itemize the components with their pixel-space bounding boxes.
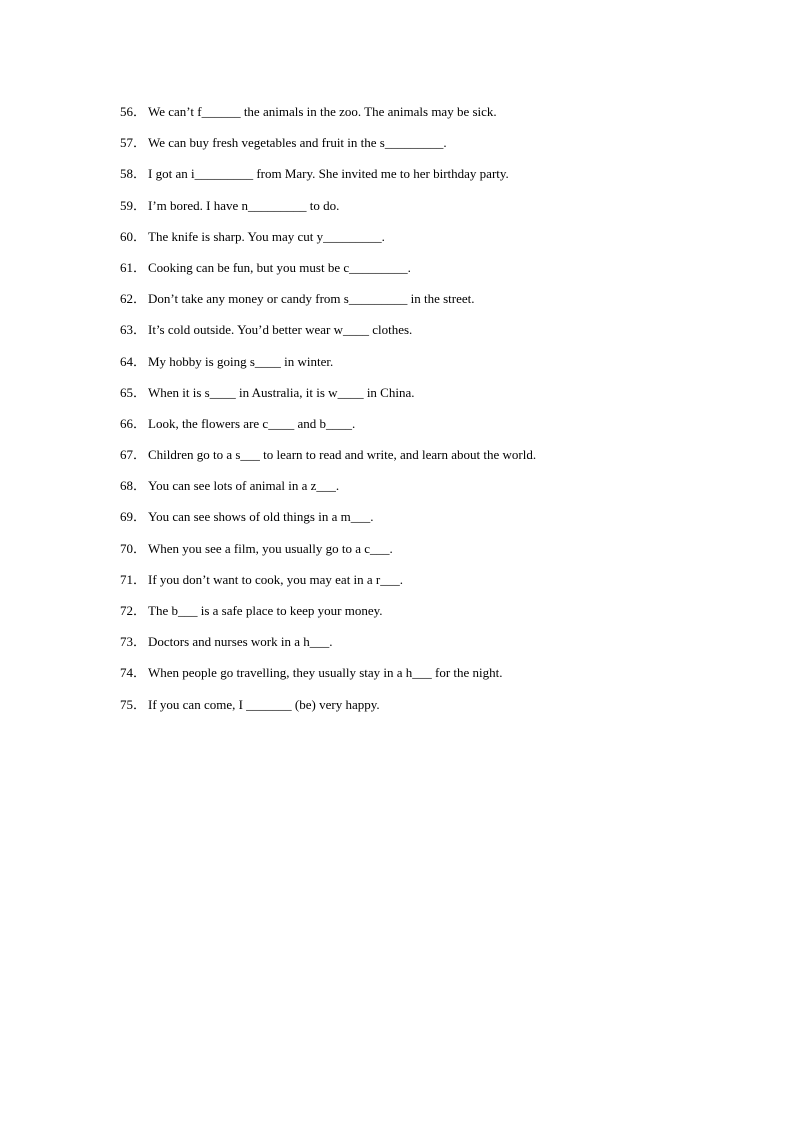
question-item <box>120 288 760 319</box>
question-text: It’s cold outside. You’d better wear w____ clothes. <box>148 322 413 338</box>
question-text: You can see shows of old things in a m___. <box>148 509 374 525</box>
question-item <box>120 132 760 163</box>
question-item <box>120 413 760 444</box>
question-text: Children go to a s___ to learn to read and write, and learn about the world. <box>148 447 537 463</box>
question-number: 64． <box>120 353 147 369</box>
question-item <box>120 319 760 350</box>
question-text: We can buy fresh vegetables and fruit in the s_________. <box>148 135 447 151</box>
question-number: 65． <box>120 384 147 400</box>
question-number: 61． <box>120 259 147 275</box>
question-number: 62． <box>120 291 147 307</box>
question-item <box>120 257 760 288</box>
question-number: 56． <box>120 104 147 119</box>
question-item <box>120 694 760 725</box>
question-text: You can see lots of animal in a z___. <box>148 478 340 494</box>
question-text: When people go travelling, they usually stay in a h___ for the night. <box>148 665 503 681</box>
question-number: 69． <box>120 509 147 525</box>
question-item <box>120 538 760 569</box>
question-text: When it is s____ in Australia, it is w____ in China. <box>148 384 415 400</box>
question-text: I got an i_________ from Mary. She invited me to her birthday party. <box>148 166 509 182</box>
question-item <box>120 506 760 537</box>
question-item <box>120 444 760 475</box>
question-text: When you see a film, you usually go to a c___. <box>148 540 393 556</box>
question-item <box>120 351 760 382</box>
question-item <box>120 163 760 194</box>
question-number: 66． <box>120 415 147 431</box>
question-number: 70． <box>120 540 147 556</box>
question-text: The b___ is a safe place to keep your money. <box>148 603 383 618</box>
question-item <box>120 382 760 413</box>
question-number: 57． <box>120 135 147 151</box>
question-item <box>120 569 760 600</box>
question-text: Don’t take any money or candy from s_________ in the street. <box>148 291 475 307</box>
question-text: Doctors and nurses work in a h___. <box>148 634 333 650</box>
question-item <box>120 475 760 506</box>
question-number: 73． <box>120 634 147 650</box>
question-text: If you can come, I _______ (be) very happy. <box>148 696 380 712</box>
question-number: 75． <box>120 696 147 712</box>
question-item <box>120 662 760 693</box>
question-text: My hobby is going s____ in winter. <box>148 353 334 369</box>
question-text: If you don’t want to cook, you may eat in a r___. <box>148 571 404 587</box>
question-number: 59． <box>120 197 147 213</box>
question-number: 68． <box>120 478 147 494</box>
question-number: 72． <box>120 603 147 618</box>
question-number: 58． <box>120 166 147 182</box>
question-text: I’m bored. I have n_________ to do. <box>148 197 340 213</box>
question-text: The knife is sharp. You may cut y_________. <box>148 228 385 244</box>
question-item <box>120 101 760 132</box>
question-number: 74． <box>120 665 147 681</box>
question-item <box>120 195 760 226</box>
question-number: 60． <box>120 228 147 244</box>
question-text: Cooking can be fun, but you must be c_________. <box>148 259 411 275</box>
question-text: Look, the flowers are c____ and b____. <box>148 415 356 431</box>
question-list <box>120 101 760 725</box>
question-number: 63． <box>120 322 147 338</box>
question-number: 67． <box>120 447 147 463</box>
question-text: We can’t f______ the animals in the zoo. The animals may be sick. <box>148 104 497 119</box>
question-item <box>120 631 760 662</box>
question-item <box>120 226 760 257</box>
question-item <box>120 600 760 631</box>
question-number: 71． <box>120 571 147 587</box>
